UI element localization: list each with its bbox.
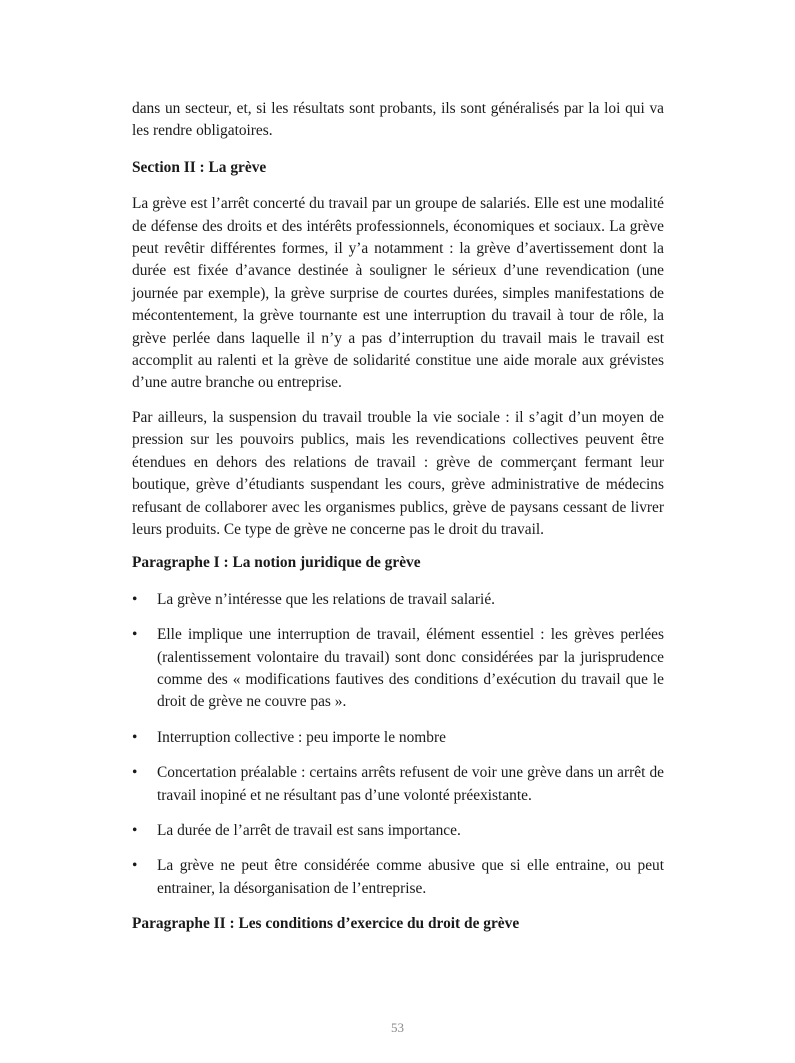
page-number: 53 (391, 1020, 404, 1035)
list-item (132, 762, 664, 807)
list-item-text: Concertation préalable : certains arrêts refusent de voir une grève dans un arrêt de travail inopiné et ne résultant pas d’une volonté préexistante. (157, 764, 664, 804)
list-item-text: Interruption collective : peu importe le nombre (157, 728, 446, 746)
bullet-icon: • (132, 764, 138, 782)
bullet-icon: • (132, 590, 138, 608)
list-item-text: La grève n’intéresse que les relations de travail salarié. (157, 590, 496, 608)
list-item (132, 624, 664, 714)
list-item (132, 727, 664, 749)
paragraph-1-heading: Paragraphe I : La notion juridique de grève (132, 554, 421, 572)
bullet-icon: • (132, 857, 138, 875)
list-item-text: Elle implique une interruption de travail, élément essentiel : les grèves perlées (ralentissement volontaire du travail) sont donc considérées par la jurisprudence comme des « modifications fautives des conditions d’exécution du travail que le droit de grève ne couvre pas ». (157, 626, 664, 711)
bullet-icon: • (132, 728, 138, 746)
bullet-icon: • (132, 821, 138, 839)
paragraph-2-heading: Paragraphe II : Les conditions d’exercice du droit de grève (132, 915, 520, 933)
intro-paragraph: dans un secteur, et, si les résultats sont probants, ils sont généralisés par la loi qui va les rendre obligatoires. (132, 100, 664, 140)
section-heading: Section II : La grève (132, 158, 267, 176)
list-item (132, 589, 664, 611)
bullet-icon: • (132, 626, 138, 644)
list-item (132, 820, 664, 842)
other-strikes-paragraph: Par ailleurs, la suspension du travail trouble la vie sociale : il s’agit d’un moyen de pression sur les pouvoirs publics, mais les revendications collectives peuvent être étendues en dehors des relations de travail : grève de commerçant fermant leur boutique, grève d’étudiants suspendant les cours, grève administrative de médecins refusant de collaborer avec les organismes publics, grève de paysans cessant de livrer leurs produits. Ce type de grève ne concerne pas le droit du travail. (132, 408, 664, 538)
list-item-text: La grève ne peut être considérée comme abusive que si elle entraine, ou peut entrainer, la désorganisation de l’entreprise. (157, 857, 664, 897)
list-item-text: La durée de l’arrêt de travail est sans importance. (157, 821, 461, 839)
notion-bullet-list (132, 589, 664, 900)
list-item (132, 855, 664, 900)
document-page (132, 98, 664, 936)
definition-paragraph: La grève est l’arrêt concerté du travail par un groupe de salariés. Elle est une modalité de défense des droits et des intérêts professionnels, économiques et sociaux. La grève peut revêtir différentes formes, il y’a notamment : la grève d’avertissement dont la durée est fixée d’avance destinée à souligner le sérieux d’une revendication (une journée par exemple), la grève surprise de courtes durées, simples manifestations de mécontentement, la grève tournante est une interruption du travail à tour de rôle, la grève perlée dans laquelle il n’y a pas d’interruption du travail mais le travail est accomplit au ralenti et la grève de solidarité constitue une aide morale aux grévistes d’une autre branche ou entreprise. (132, 195, 664, 392)
